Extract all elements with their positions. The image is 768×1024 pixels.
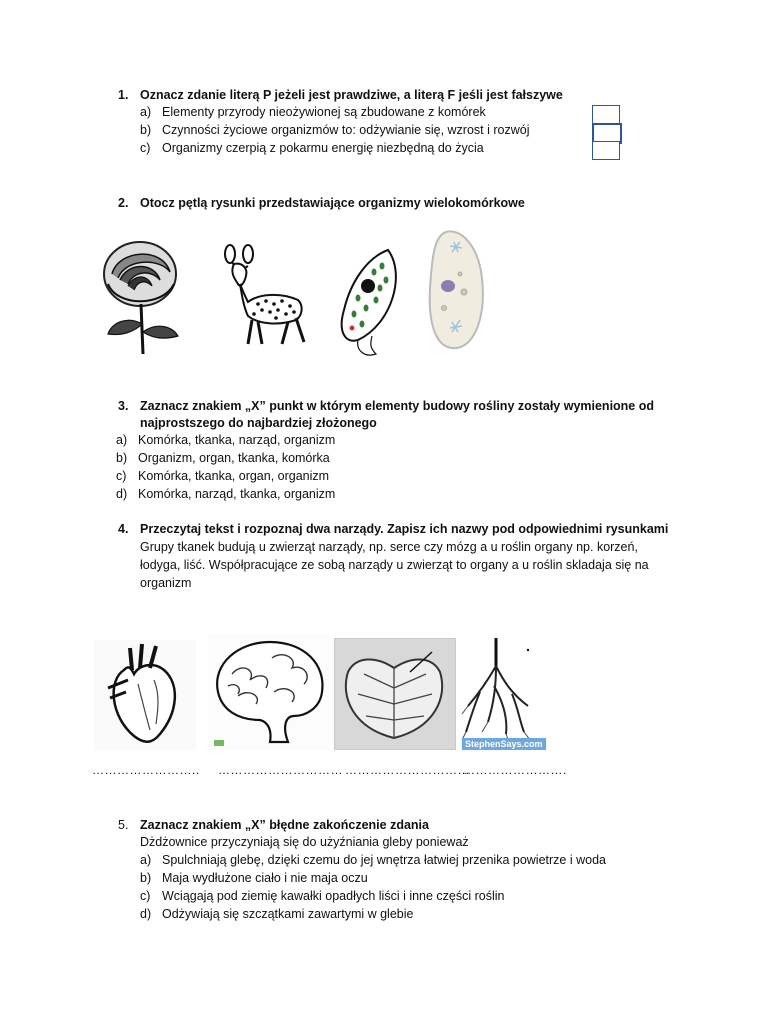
answer-blank-root[interactable]: ……………………. xyxy=(463,763,567,777)
q5-item-d[interactable] xyxy=(140,905,413,923)
amoeba-cell-icon[interactable] xyxy=(424,228,486,352)
q5-item-text: Maja wydłużone ciało i nie maja oczu xyxy=(162,871,368,885)
q3-item-d[interactable] xyxy=(116,485,335,503)
q4-body-line3: organizm xyxy=(140,576,192,590)
q1-item-text: Czynności życiowe organizmów to: odżywianie się, wzrost i rozwój xyxy=(162,123,530,137)
leaf-icon[interactable] xyxy=(334,638,456,750)
q1-item-label: a) xyxy=(140,105,152,119)
rose-icon[interactable] xyxy=(98,236,184,356)
answer-blank-leaf[interactable]: ………………………… xyxy=(345,763,470,777)
q3-item-label: b) xyxy=(116,451,128,465)
answer-box-c[interactable] xyxy=(592,141,620,160)
q5-item-b[interactable] xyxy=(140,869,368,887)
q3-item-text: Komórka, narząd, tkanka, organizm xyxy=(138,487,336,501)
q1-item-text: Elementy przyrody nieożywionej są zbudowane z komórek xyxy=(162,105,486,119)
q5-item-label: d) xyxy=(140,907,152,921)
q3-title-line2: najprostszego do najbardziej złożonego xyxy=(140,416,377,430)
q3-item-label: c) xyxy=(116,469,127,483)
q3-number: 3. xyxy=(118,399,129,413)
heart-icon[interactable] xyxy=(94,640,196,750)
q4-body-line1: Grupy tkanek budują u zwierząt narządy, np. serce czy mózg a u roślin organy np. korzeń, xyxy=(140,540,638,554)
q3-title xyxy=(118,397,654,415)
q1-item-text: Organizmy czerpią z pokarmu energię niezbędną do życia xyxy=(162,141,484,155)
q4-title-text: Przeczytaj tekst i rozpoznaj dwa narządy. Zapisz ich nazwy pod odpowiednimi rysunkami xyxy=(140,522,669,536)
q5-item-text: Odżywiają się szczątkami zawartymi w glebie xyxy=(162,907,414,921)
q3-item-text: Komórka, tkanka, organ, organizm xyxy=(138,469,330,483)
brain-icon[interactable] xyxy=(208,634,330,750)
q5-item-label: b) xyxy=(140,871,152,885)
watermark-text: StephenSays.com xyxy=(462,738,546,750)
paramecium-icon[interactable] xyxy=(336,244,406,360)
q1-item-c xyxy=(140,139,484,157)
q1-title xyxy=(118,86,563,104)
q1-item-label: c) xyxy=(140,141,151,155)
q3-item-text: Komórka, tkanka, narząd, organizm xyxy=(138,433,336,447)
q2-number: 2. xyxy=(118,196,129,210)
q5-title xyxy=(118,816,429,834)
q5-item-a[interactable] xyxy=(140,851,606,869)
q1-item-a xyxy=(140,103,486,121)
q5-item-text: Spulchniają glebę, dzięki czemu do jej wnętrza łatwiej przenika powietrze i woda xyxy=(162,853,606,867)
q3-item-text: Organizm, organ, tkanka, komórka xyxy=(138,451,330,465)
answer-box-a[interactable] xyxy=(592,105,620,124)
q3-item-label: d) xyxy=(116,487,128,501)
q3-title-text: Zaznacz znakiem „X” punkt w którym elementy budowy rośliny zostały wymienione od xyxy=(140,399,655,413)
q3-item-b[interactable] xyxy=(116,449,330,467)
q5-item-label: a) xyxy=(140,853,152,867)
q5-lead: Dżdżownice przyczyniają się do użyźniania gleby ponieważ xyxy=(140,835,469,849)
q3-item-c[interactable] xyxy=(116,467,329,485)
deer-icon[interactable] xyxy=(218,244,310,348)
q1-title-text: Oznacz zdanie literą P jeżeli jest prawdziwe, a literą F jeśli jest fałszywe xyxy=(140,88,563,102)
q5-title-text: Zaznacz znakiem „X” błędne zakończenie zdania xyxy=(140,818,429,832)
q2-title-text: Otocz pętlą rysunki przedstawiające organizmy wielokomórkowe xyxy=(140,196,525,210)
answer-blank-heart[interactable]: …………………….. xyxy=(92,763,200,777)
q1-item-b xyxy=(140,121,530,139)
q3-item-label: a) xyxy=(116,433,128,447)
q5-item-label: c) xyxy=(140,889,151,903)
q2-title xyxy=(118,194,525,212)
q4-body-line2: łodyga, liść. Współpracujące ze sobą narządy u zwierząt to organy a u roślin skladaja się na xyxy=(140,558,649,572)
q4-number: 4. xyxy=(118,522,129,536)
q3-item-a[interactable] xyxy=(116,431,335,449)
q4-title xyxy=(118,520,668,538)
root-icon[interactable] xyxy=(458,636,536,752)
answer-blank-brain[interactable]: ………………………… xyxy=(218,763,343,777)
q1-item-label: b) xyxy=(140,123,152,137)
q5-item-text: Wciągają pod ziemię kawałki opadłych liści i inne części roślin xyxy=(162,889,505,903)
q5-item-c[interactable] xyxy=(140,887,505,905)
q1-number: 1. xyxy=(118,88,129,102)
q5-number: 5. xyxy=(118,818,129,832)
